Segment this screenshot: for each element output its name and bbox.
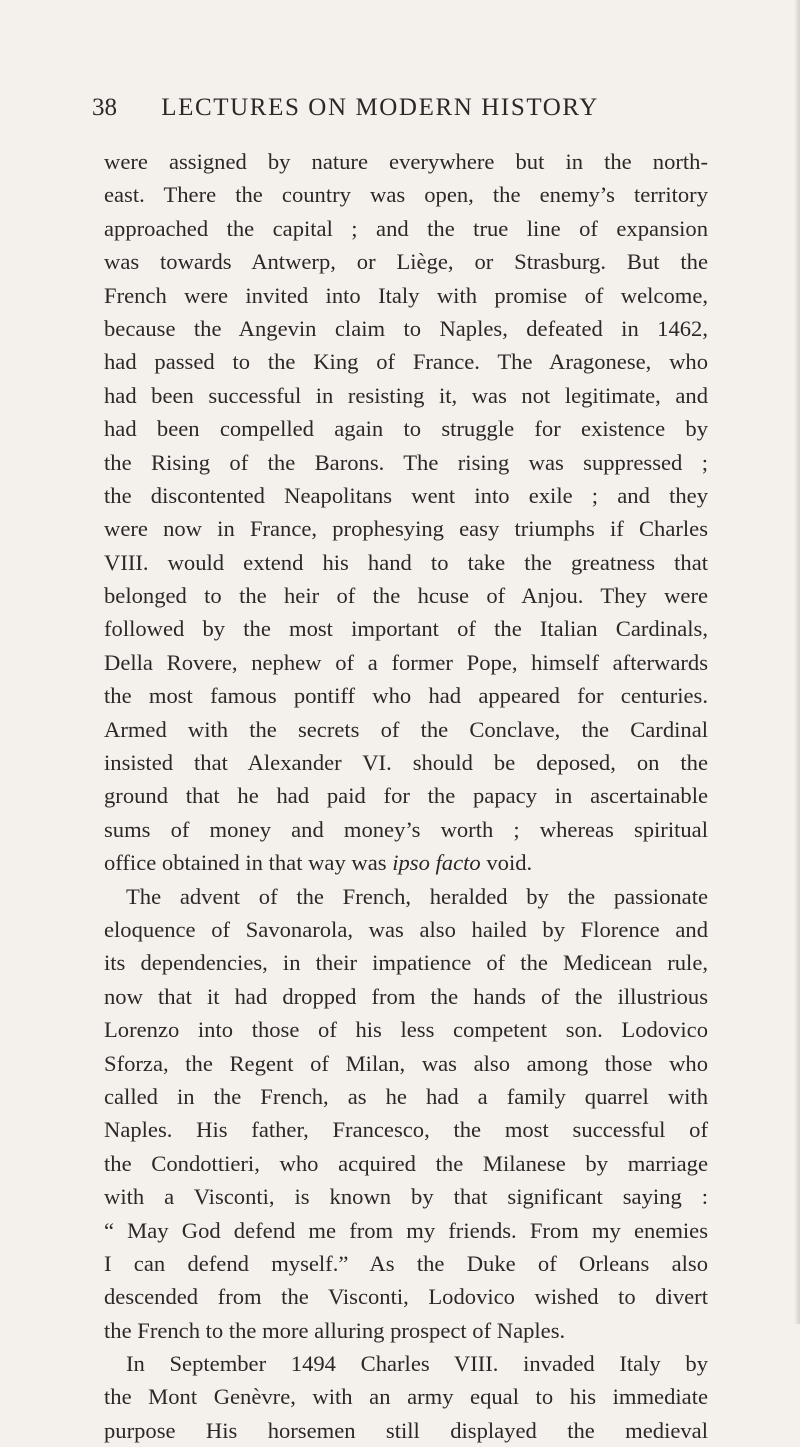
text-line: because the Angevin claim to Naples, defeated in 1462, [104, 315, 708, 341]
page-edge-shadow [794, 0, 800, 1324]
text-line: purpose His horsemen still displayed the medieval [104, 1417, 708, 1443]
text-run: void. [480, 850, 533, 876]
text-line: now that it had dropped from the hands of the illustrious [104, 983, 708, 1009]
text-line: the French to the more alluring prospect of Naples. [104, 1317, 566, 1343]
italic-phrase: ipso facto [392, 850, 481, 876]
text-line: French were invited into Italy with promise of welcome, [104, 282, 708, 308]
text-line: had been compelled again to struggle for existence by [104, 416, 708, 442]
text-line: east. There the country was open, the enemy’s territory [104, 182, 708, 208]
text-line: the Rising of the Barons. The rising was suppressed ; [104, 449, 708, 475]
text-line: with a Visconti, is known by that significant saying : [104, 1184, 708, 1210]
text-line: Naples. His father, Francesco, the most successful of [104, 1117, 708, 1143]
text-line: were now in France, prophesying easy triumphs if Charles [104, 516, 708, 542]
text-line: was towards Antwerp, or Liège, or Strasburg. But the [104, 249, 708, 275]
text-line: eloquence of Savonarola, was also hailed by Florence and [104, 916, 708, 942]
text-line: The advent of the French, heralded by the passionate [126, 883, 708, 909]
body-text [104, 145, 708, 1447]
text-line: were assigned by nature everywhere but in the north- [104, 149, 708, 174]
text-line: Della Rovere, nephew of a former Pope, himself afterwards [104, 649, 708, 675]
text-line: Sforza, the Regent of Milan, was also among those who [104, 1050, 708, 1076]
running-title: LECTURES ON MODERN HISTORY [161, 94, 599, 121]
text-line: descended from the Visconti, Lodovico wished to divert [104, 1284, 708, 1310]
text-line: VIII. would extend his hand to take the greatness that [104, 549, 708, 575]
text-line: followed by the most important of the Italian Cardinals, [104, 616, 708, 642]
text-line: had passed to the King of France. The Aragonese, who [104, 349, 708, 375]
text-line: “ May God defend me from my friends. From my enemies [104, 1217, 708, 1243]
text-line: ground that he had paid for the papacy in ascertainable [104, 783, 708, 809]
page-number: 38 [92, 94, 117, 121]
text-line: the Mont Genèvre, with an army equal to his immediate [104, 1384, 708, 1410]
text-line: the most famous pontiff who had appeared for centuries. [104, 683, 708, 709]
text-line: I can defend myself.” As the Duke of Orleans also [104, 1250, 708, 1276]
text-line: insisted that Alexander VI. should be deposed, on the [104, 750, 708, 776]
text-line: approached the capital ; and the true line of expansion [104, 215, 708, 241]
text-line: Armed with the secrets of the Conclave, the Cardinal [104, 716, 708, 742]
text-run: office obtained in that way was [104, 850, 393, 876]
text-line [104, 846, 708, 879]
page-header [92, 88, 732, 128]
text-line: sums of money and money’s worth ; whereas spiritual [104, 816, 708, 842]
text-line: belonged to the heir of the hcuse of Anjou. They were [104, 583, 708, 609]
text-line: its dependencies, in their impatience of the Medicean rule, [104, 950, 708, 976]
text-line: the discontented Neapolitans went into exile ; and they [104, 482, 708, 508]
text-line: called in the French, as he had a family quarrel with [104, 1083, 708, 1109]
text-line: had been successful in resisting it, was not legitimate, and [104, 382, 708, 408]
text-line: In September 1494 Charles VIII. invaded Italy by [126, 1351, 708, 1377]
text-line: the Condottieri, who acquired the Milanese by marriage [104, 1150, 708, 1176]
text-line: Lorenzo into those of his less competent son. Lodovico [104, 1017, 708, 1043]
